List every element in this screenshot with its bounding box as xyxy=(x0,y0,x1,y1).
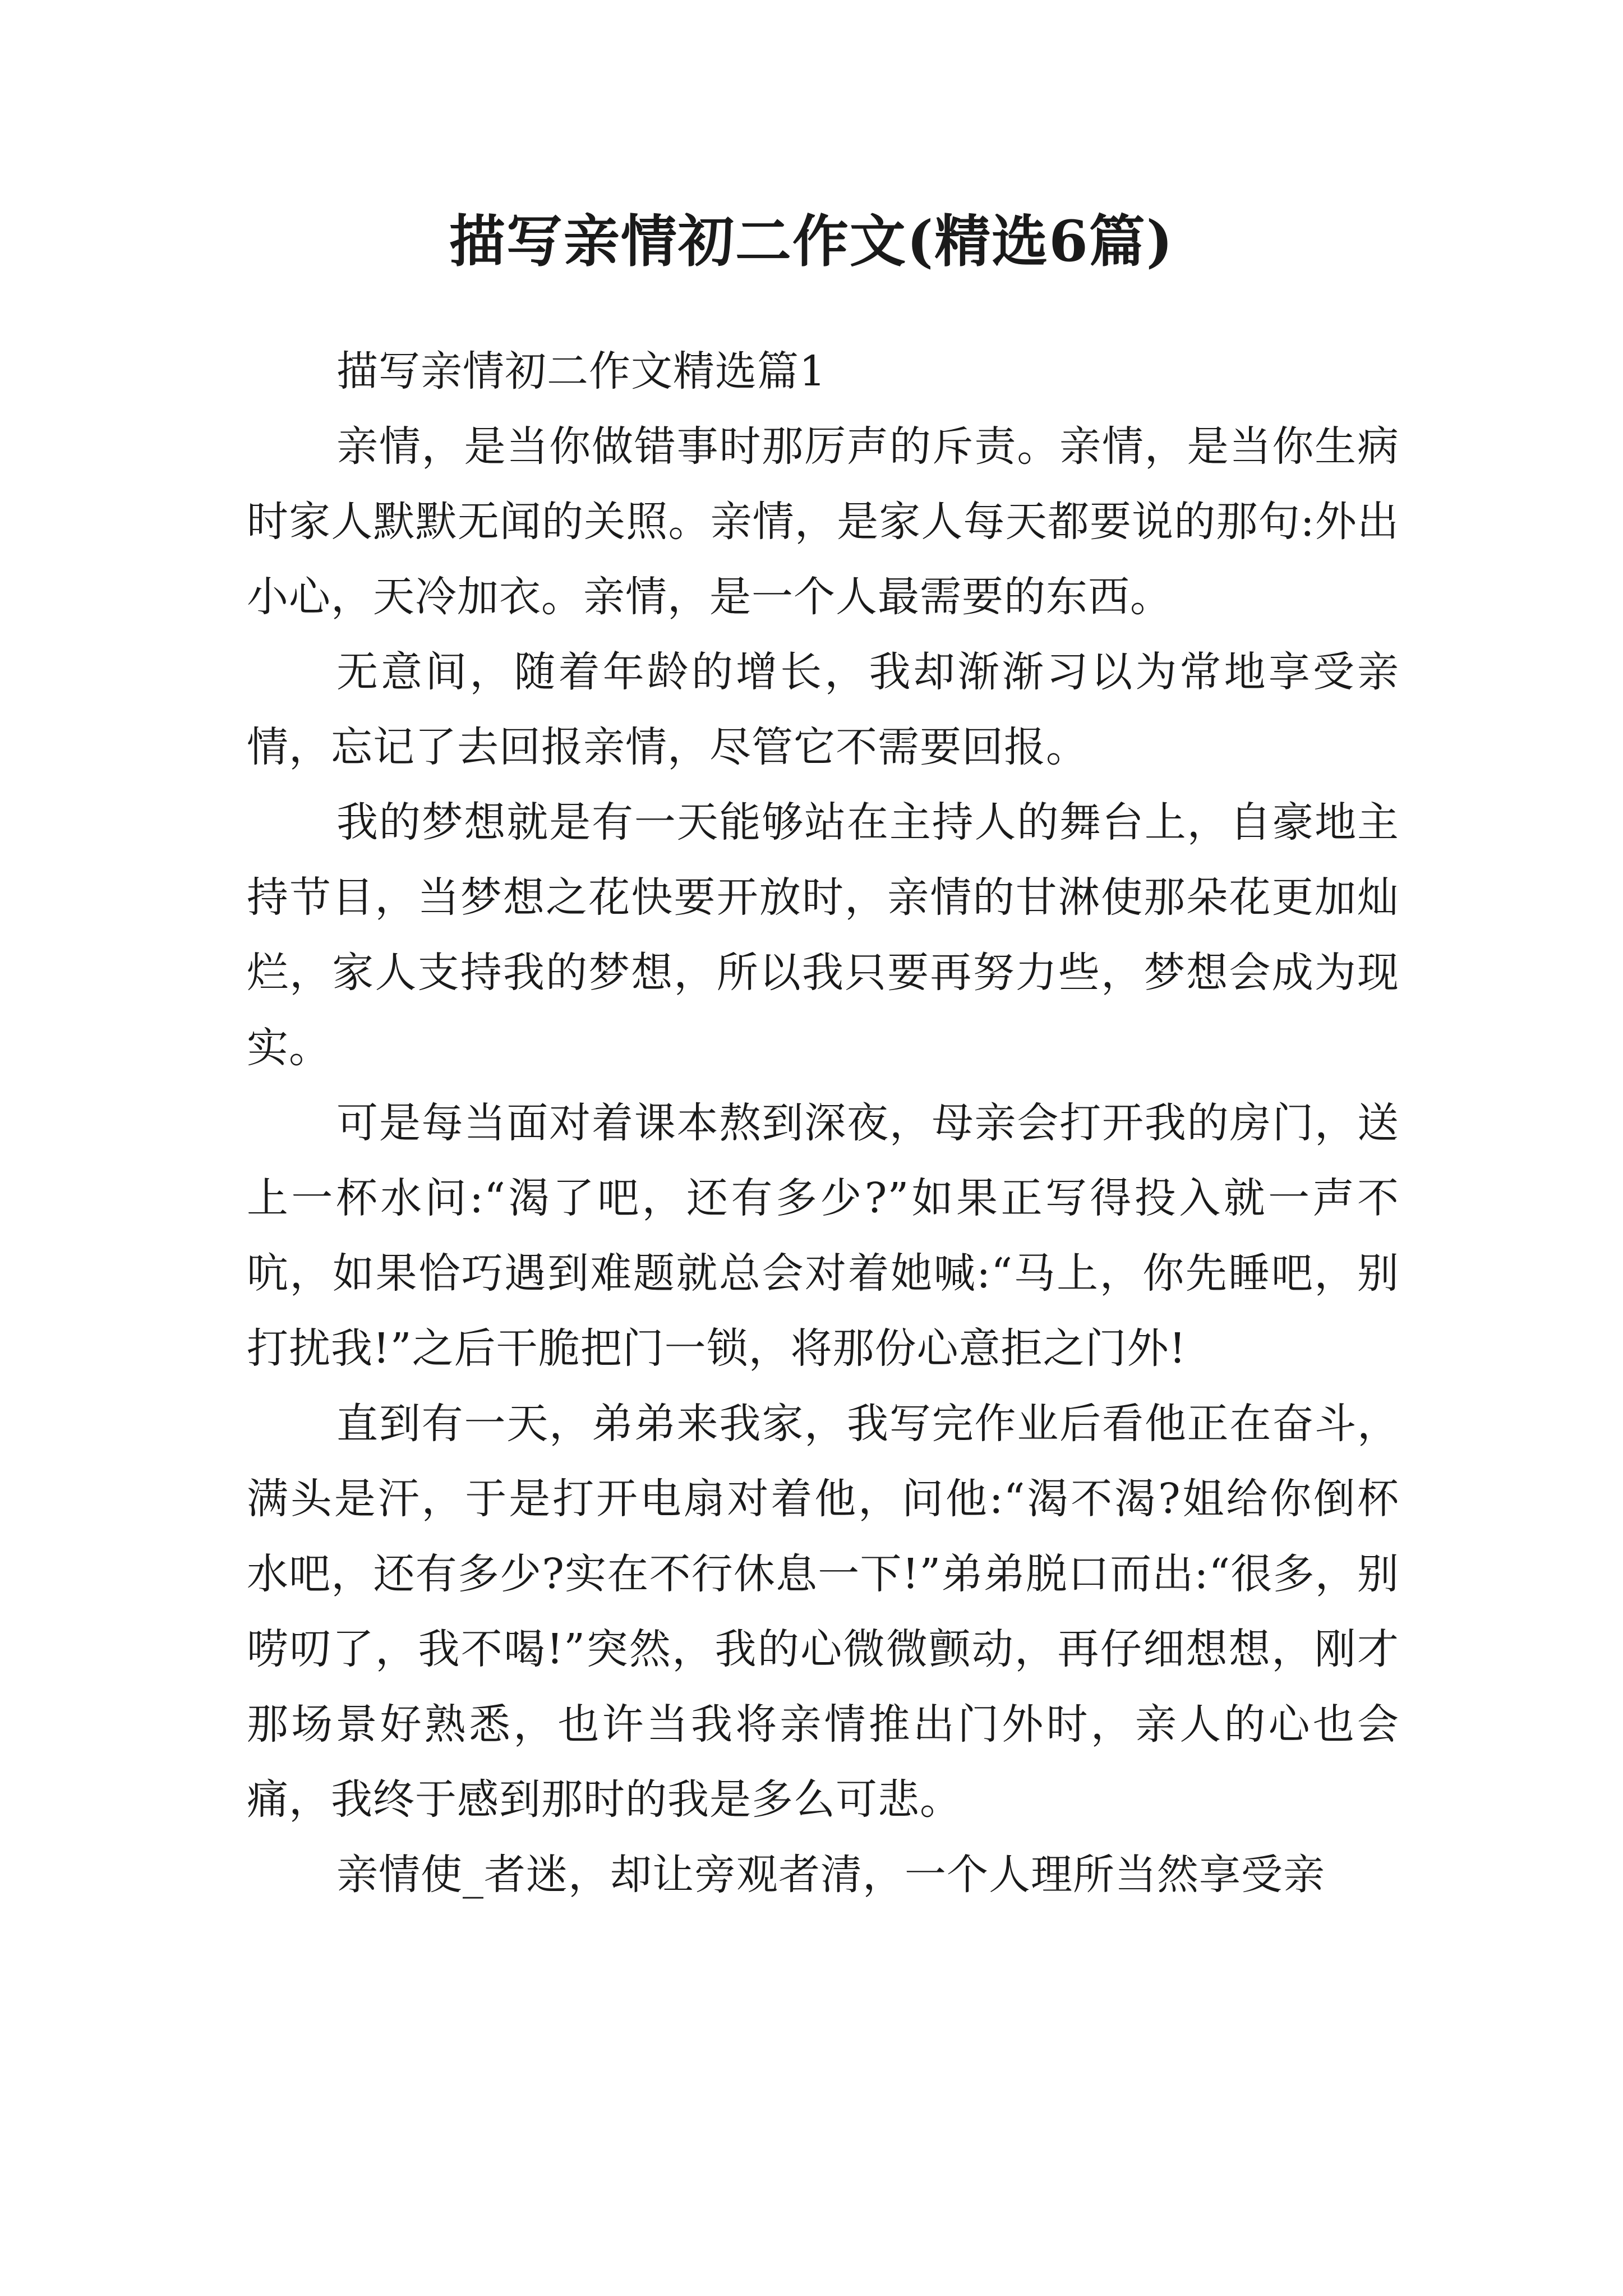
paragraph: 无意间，随着年龄的增长，我却渐渐习以为常地享受亲情，忘记了去回报亲情，尽管它不需要回报。 xyxy=(247,648,1399,771)
paragraph: 我的梦想就是有一天能够站在主持人的舞台上，自豪地主持节目，当梦想之花快要开放时，亲情的甘淋使那朵花更加灿烂，家人支持我的梦想，所以我只要再努力些，梦想会成为现实。 xyxy=(247,798,1399,1072)
paragraph: 亲情，是当你做错事时那厉声的斥责。亲情，是当你生病时家人默默无闻的关照。亲情，是家人每天都要说的那句:外出小心，天冷加衣。亲情，是一个人最需要的东西。 xyxy=(247,422,1399,621)
section-heading: 描写亲情初二作文精选篇1 xyxy=(336,347,827,395)
document-body xyxy=(247,334,1399,1912)
paragraph: 亲情使_者迷，却让旁观者清，一个人理所当然享受亲 xyxy=(336,1851,1325,1899)
paragraph: 直到有一天，弟弟来我家，我写完作业后看他正在奋斗，满头是汗，于是打开电扇对着他，问他:“渴不渴?姐给你倒杯水吧，还有多少?实在不行休息一下!”弟弟脱口而出:“很多，别唠叨了，我不喝!”突然，我的心微微颤动，再仔细想想，刚才那场景好熟悉，也许当我将亲情推出门外时，亲人的心也会痛，我终于感到那时的我是多么可悲。 xyxy=(247,1400,1399,1824)
document-title: 描写亲情初二作文(精选6篇) xyxy=(449,208,1174,274)
paragraph: 可是每当面对着课本熬到深夜，母亲会打开我的房门，送上一杯水问:“渴了吧，还有多少?”如果正写得投入就一声不吭，如果恰巧遇到难题就总会对着她喊:“马上，你先睡吧，别打扰我!”之后干脆把门一锁，将那份心意拒之门外! xyxy=(247,1099,1399,1373)
